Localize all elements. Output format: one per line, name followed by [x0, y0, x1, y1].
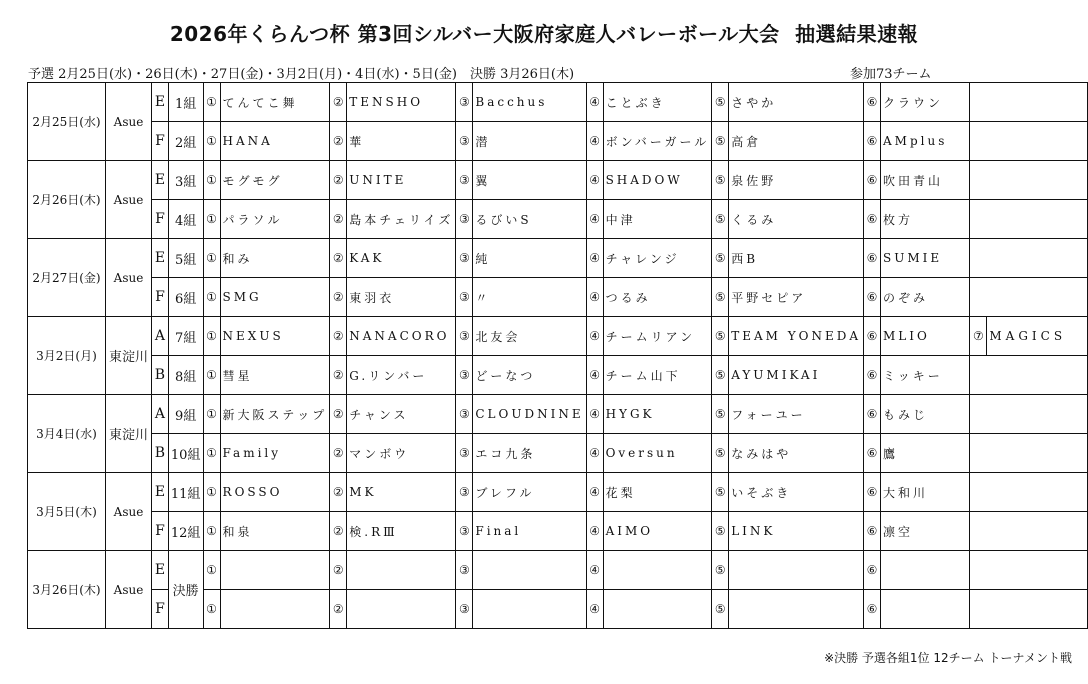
team-cell: G.リンバー — [347, 356, 456, 395]
seed-number: ② — [330, 83, 347, 122]
seed-number: ④ — [586, 239, 603, 278]
table-row — [28, 317, 1088, 356]
group-cell: 11組 — [168, 473, 203, 512]
team-cell: 島本チェリイズ — [347, 200, 456, 239]
team-cell: SHADOW — [603, 161, 712, 200]
team-cell — [220, 551, 330, 590]
seed-number: ② — [330, 356, 347, 395]
seed-number: ③ — [456, 317, 473, 356]
team-cell — [603, 551, 712, 590]
table-row — [28, 434, 1088, 473]
team-cell — [220, 590, 330, 629]
team-cell: NANACORO — [347, 317, 456, 356]
team-cell: MK — [347, 473, 456, 512]
seed-number: ② — [330, 473, 347, 512]
group-cell: 9組 — [168, 395, 203, 434]
group-cell: 3組 — [168, 161, 203, 200]
seed-number: ① — [203, 278, 220, 317]
title-main: 2026年くらんつ杯 第3回シルバー大阪府家庭人バレーボール大会 — [169, 22, 780, 46]
team-cell: Family — [220, 434, 330, 473]
court-side: E — [152, 473, 169, 512]
seed-number: ② — [330, 395, 347, 434]
seed-number: ③ — [456, 551, 473, 590]
team-cell: マンボウ — [347, 434, 456, 473]
seed-number: ③ — [456, 590, 473, 629]
venue-cell: 東淀川 — [105, 395, 151, 473]
venue-cell: Asue — [105, 551, 151, 629]
seed-number: ① — [203, 239, 220, 278]
table-row — [28, 473, 1088, 512]
group-cell: 2組 — [168, 122, 203, 161]
seed-number: ⑥ — [864, 239, 881, 278]
empty-cell — [970, 161, 1088, 200]
draw-table — [27, 82, 1088, 629]
seed-number: ④ — [586, 473, 603, 512]
empty-cell — [970, 278, 1088, 317]
table-row — [28, 278, 1088, 317]
empty-cell — [970, 473, 1088, 512]
seed-number: ④ — [586, 590, 603, 629]
court-side: F — [152, 512, 169, 551]
seed-number: ⑤ — [712, 512, 729, 551]
court-side: F — [152, 278, 169, 317]
team-cell: もみじ — [881, 395, 970, 434]
seed-number: ⑥ — [864, 161, 881, 200]
team-cell: 検.RⅢ — [347, 512, 456, 551]
seed-number: ③ — [456, 434, 473, 473]
team-cell: ボンバーガール — [603, 122, 712, 161]
team-cell: 東羽衣 — [347, 278, 456, 317]
court-side: F — [152, 590, 169, 629]
seed-number: ⑥ — [864, 395, 881, 434]
team-cell — [347, 590, 456, 629]
court-side: A — [152, 395, 169, 434]
team-cell: 翼 — [473, 161, 586, 200]
team-cell: 泉佐野 — [729, 161, 864, 200]
team-cell: UNITE — [347, 161, 456, 200]
group-cell: 8組 — [168, 356, 203, 395]
seed-number: ① — [203, 395, 220, 434]
team-cell: チャンス — [347, 395, 456, 434]
team-cell: ミッキー — [881, 356, 970, 395]
table-row — [28, 200, 1088, 239]
team-cell: 大和川 — [881, 473, 970, 512]
team-cell: 北友会 — [473, 317, 586, 356]
venue-cell: Asue — [105, 161, 151, 239]
seed-number: ⑥ — [864, 590, 881, 629]
seed-number: ⑥ — [864, 122, 881, 161]
venue-cell: Asue — [105, 83, 151, 161]
venue-cell: Asue — [105, 239, 151, 317]
team-cell: 花梨 — [603, 473, 712, 512]
seed-number: ② — [330, 278, 347, 317]
seed-number: ① — [203, 161, 220, 200]
table-row — [28, 239, 1088, 278]
seed-number: ③ — [456, 161, 473, 200]
team-cell: HANA — [220, 122, 330, 161]
team-cell: AYUMIKAI — [729, 356, 864, 395]
seed-number: ③ — [456, 122, 473, 161]
seed-number: ⑦ — [970, 317, 987, 356]
seed-number: ③ — [456, 83, 473, 122]
team-cell: AIMO — [603, 512, 712, 551]
seed-number: ③ — [456, 512, 473, 551]
empty-cell — [970, 512, 1088, 551]
court-side: E — [152, 239, 169, 278]
court-side: F — [152, 200, 169, 239]
empty-cell — [970, 122, 1088, 161]
date-cell: 2月27日(金) — [28, 239, 106, 317]
date-cell: 2月25日(水) — [28, 83, 106, 161]
group-cell: 決勝 — [168, 551, 203, 629]
team-cell: 枚方 — [881, 200, 970, 239]
table-row — [28, 122, 1088, 161]
seed-number: ⑥ — [864, 473, 881, 512]
team-cell: クラウン — [881, 83, 970, 122]
date-cell: 3月4日(水) — [28, 395, 106, 473]
group-cell: 4組 — [168, 200, 203, 239]
team-cell: チームリアン — [603, 317, 712, 356]
team-cell: 凛空 — [881, 512, 970, 551]
team-cell: どーなつ — [473, 356, 586, 395]
table-row — [28, 512, 1088, 551]
seed-number: ② — [330, 200, 347, 239]
table-row — [28, 356, 1088, 395]
team-cell: SUMIE — [881, 239, 970, 278]
seed-number: ⑤ — [712, 122, 729, 161]
title-sub: 抽選結果速報 — [795, 22, 919, 46]
seed-number: ⑤ — [712, 434, 729, 473]
empty-cell — [970, 395, 1088, 434]
date-cell: 2月26日(木) — [28, 161, 106, 239]
seed-number: ① — [203, 473, 220, 512]
team-cell: 和み — [220, 239, 330, 278]
empty-cell — [970, 83, 1088, 122]
seed-number: ④ — [586, 200, 603, 239]
team-cell: 和泉 — [220, 512, 330, 551]
seed-number: ④ — [586, 161, 603, 200]
seed-number: ⑤ — [712, 239, 729, 278]
team-cell: ブレフル — [473, 473, 586, 512]
team-cell: MAGICS — [987, 317, 1088, 356]
team-cell: AMplus — [881, 122, 970, 161]
seed-number: ⑥ — [864, 278, 881, 317]
team-cell: Bacchus — [473, 83, 586, 122]
court-side: B — [152, 356, 169, 395]
team-cell: ROSSO — [220, 473, 330, 512]
date-cell: 3月5日(木) — [28, 473, 106, 551]
seed-number: ⑥ — [864, 83, 881, 122]
team-cell — [473, 551, 586, 590]
team-cell: つるみ — [603, 278, 712, 317]
seed-number: ① — [203, 356, 220, 395]
team-cell: チャレンジ — [603, 239, 712, 278]
seed-number: ② — [330, 122, 347, 161]
team-cell: 華 — [347, 122, 456, 161]
team-cell: フォーユー — [729, 395, 864, 434]
venue-cell: 東淀川 — [105, 317, 151, 395]
date-cell: 3月26日(木) — [28, 551, 106, 629]
seed-number: ⑤ — [712, 356, 729, 395]
footnote: ※決勝 予選各組1位 12チーム トーナメント戦 — [824, 651, 1072, 665]
team-cell: LINK — [729, 512, 864, 551]
seed-number: ② — [330, 434, 347, 473]
team-cell: るびいS — [473, 200, 586, 239]
empty-cell — [970, 590, 1088, 629]
team-cell: Final — [473, 512, 586, 551]
seed-number: ⑥ — [864, 434, 881, 473]
seed-number: ④ — [586, 395, 603, 434]
team-cell: MLIO — [881, 317, 970, 356]
seed-number: ⑤ — [712, 200, 729, 239]
team-cell — [729, 551, 864, 590]
seed-number: ① — [203, 317, 220, 356]
group-cell: 7組 — [168, 317, 203, 356]
seed-number: ② — [330, 161, 347, 200]
seed-number: ① — [203, 590, 220, 629]
seed-number: ⑤ — [712, 551, 729, 590]
team-cell: モグモグ — [220, 161, 330, 200]
seed-number: ③ — [456, 395, 473, 434]
seed-number: ⑤ — [712, 83, 729, 122]
seed-number: ② — [330, 239, 347, 278]
participant-count: 参加73チーム — [850, 67, 932, 82]
team-cell: 高倉 — [729, 122, 864, 161]
team-cell: なみはや — [729, 434, 864, 473]
seed-number: ③ — [456, 239, 473, 278]
empty-cell — [970, 356, 1088, 395]
team-cell: HYGK — [603, 395, 712, 434]
table-row — [28, 161, 1088, 200]
team-cell: 〃 — [473, 278, 586, 317]
team-cell: CLOUDNINE — [473, 395, 586, 434]
group-cell: 10組 — [168, 434, 203, 473]
team-cell: KAK — [347, 239, 456, 278]
seed-number: ④ — [586, 83, 603, 122]
table-row — [28, 551, 1088, 590]
seed-number: ④ — [586, 512, 603, 551]
table-row — [28, 395, 1088, 434]
seed-number: ⑤ — [712, 317, 729, 356]
team-cell: 吹田青山 — [881, 161, 970, 200]
seed-number: ② — [330, 551, 347, 590]
schedule-line: 予選 2月25日(水)・26日(木)・27日(金)・3月2日(月)・4日(水)・5日(金) 決勝 3月26日(木) — [28, 67, 575, 82]
seed-number: ④ — [586, 434, 603, 473]
team-cell — [347, 551, 456, 590]
team-cell — [881, 551, 970, 590]
team-cell: NEXUS — [220, 317, 330, 356]
seed-number: ② — [330, 317, 347, 356]
team-cell — [473, 590, 586, 629]
team-cell: 平野セピア — [729, 278, 864, 317]
seed-number: ③ — [456, 278, 473, 317]
team-cell: 鷹 — [881, 434, 970, 473]
team-cell: 新大阪ステップ — [220, 395, 330, 434]
seed-number: ⑤ — [712, 395, 729, 434]
seed-number: ② — [330, 590, 347, 629]
seed-number: ③ — [456, 200, 473, 239]
team-cell: SMG — [220, 278, 330, 317]
court-side: B — [152, 434, 169, 473]
team-cell: さやか — [729, 83, 864, 122]
table-row — [28, 83, 1088, 122]
group-cell: 1組 — [168, 83, 203, 122]
team-cell: くるみ — [729, 200, 864, 239]
seed-number: ⑤ — [712, 590, 729, 629]
team-cell: TEAM YONEDA — [729, 317, 864, 356]
group-cell: 12組 — [168, 512, 203, 551]
seed-number: ⑥ — [864, 512, 881, 551]
team-cell: てんてこ舞 — [220, 83, 330, 122]
group-cell: 5組 — [168, 239, 203, 278]
team-cell — [729, 590, 864, 629]
seed-number: ④ — [586, 317, 603, 356]
empty-cell — [970, 551, 1088, 590]
seed-number: ⑤ — [712, 473, 729, 512]
seed-number: ⑥ — [864, 200, 881, 239]
venue-cell: Asue — [105, 473, 151, 551]
team-cell: チーム山下 — [603, 356, 712, 395]
empty-cell — [970, 200, 1088, 239]
seed-number: ① — [203, 434, 220, 473]
empty-cell — [970, 434, 1088, 473]
seed-number: ⑥ — [864, 317, 881, 356]
court-side: A — [152, 317, 169, 356]
seed-number: ② — [330, 512, 347, 551]
seed-number: ④ — [586, 551, 603, 590]
team-cell: のぞみ — [881, 278, 970, 317]
court-side: E — [152, 161, 169, 200]
seed-number: ⑤ — [712, 278, 729, 317]
court-side: F — [152, 122, 169, 161]
seed-number: ① — [203, 200, 220, 239]
seed-number: ③ — [456, 473, 473, 512]
seed-number: ④ — [586, 356, 603, 395]
team-cell — [881, 590, 970, 629]
seed-number: ④ — [586, 278, 603, 317]
team-cell: 彗星 — [220, 356, 330, 395]
team-cell: TENSHO — [347, 83, 456, 122]
court-side: E — [152, 83, 169, 122]
team-cell: Oversun — [603, 434, 712, 473]
team-cell: いそぶき — [729, 473, 864, 512]
seed-number: ③ — [456, 356, 473, 395]
seed-number: ⑥ — [864, 551, 881, 590]
seed-number: ① — [203, 551, 220, 590]
date-cell: 3月2日(月) — [28, 317, 106, 395]
team-cell — [603, 590, 712, 629]
seed-number: ④ — [586, 122, 603, 161]
seed-number: ① — [203, 512, 220, 551]
page-title — [0, 18, 1088, 47]
team-cell: エコ九条 — [473, 434, 586, 473]
seed-number: ① — [203, 122, 220, 161]
team-cell: 潜 — [473, 122, 586, 161]
seed-number: ⑤ — [712, 161, 729, 200]
team-cell: パラソル — [220, 200, 330, 239]
team-cell: 中津 — [603, 200, 712, 239]
team-cell: 西B — [729, 239, 864, 278]
team-cell: ことぶき — [603, 83, 712, 122]
group-cell: 6組 — [168, 278, 203, 317]
seed-number: ① — [203, 83, 220, 122]
team-cell: 純 — [473, 239, 586, 278]
empty-cell — [970, 239, 1088, 278]
seed-number: ⑥ — [864, 356, 881, 395]
court-side: E — [152, 551, 169, 590]
